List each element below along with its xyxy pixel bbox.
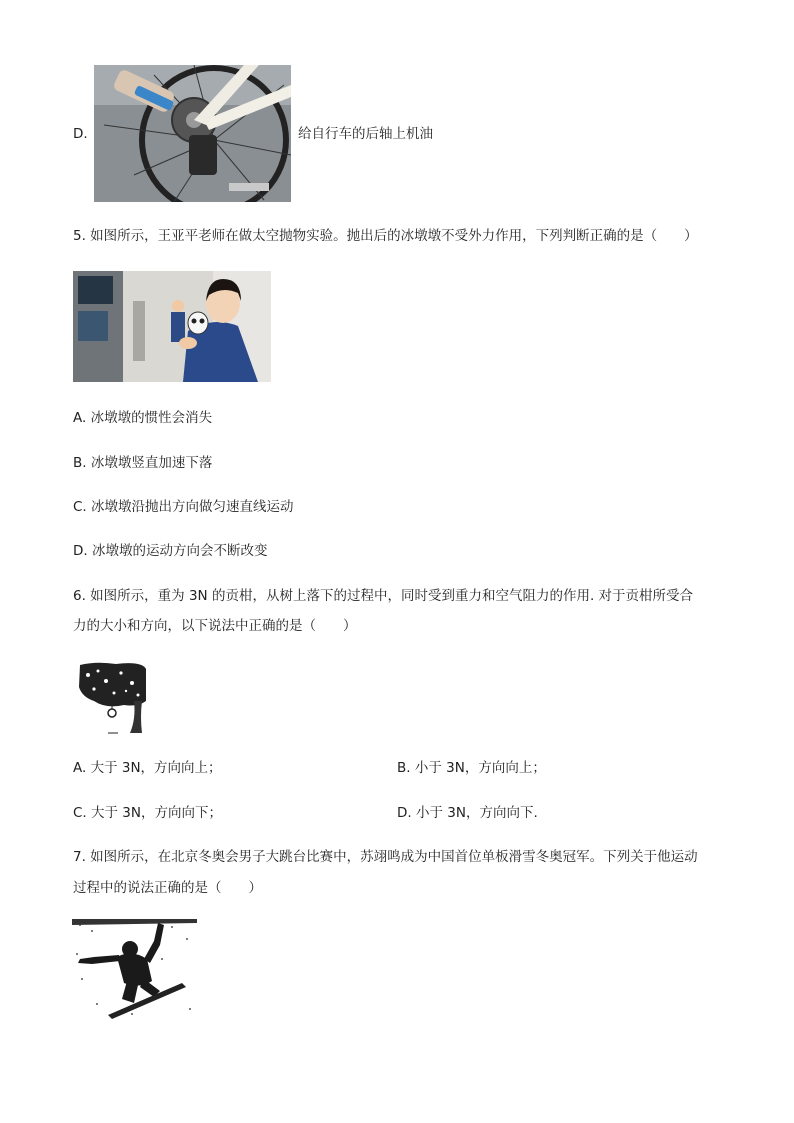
question-6-stem-line1: 6. 如图所示，重为 3N 的贡柑，从树上落下的过程中，同时受到重力和空气阻力的作用. 对于贡柑所受合 xyxy=(73,588,694,604)
option-d-label: D. xyxy=(73,126,88,142)
orange-tree-image xyxy=(76,661,147,736)
question-6-option-a: A. 大于 3N，方向向上； xyxy=(73,760,222,776)
question-6-option-c: C. 大于 3N，方向向下； xyxy=(73,805,222,821)
question-6-option-b: B. 小于 3N，方向向上； xyxy=(397,760,546,776)
question-6-stem-line2: 力的大小和方向，以下说法中正确的是（ ） xyxy=(73,618,357,634)
question-5-option-a: A. 冰墩墩的惯性会消失 xyxy=(73,410,213,426)
snowboarder-image xyxy=(72,919,197,1020)
question-5-option-d: D. 冰墩墩的运动方向会不断改变 xyxy=(73,543,268,559)
bicycle-oiling-image xyxy=(94,65,291,202)
question-5-option-c: C. 冰墩墩沿抛出方向做匀速直线运动 xyxy=(73,499,294,515)
question-7-stem-line2: 过程中的说法正确的是（ ） xyxy=(73,880,262,896)
question-5-stem: 5. 如图所示，王亚平老师在做太空抛物实验。抛出后的冰墩墩不受外力作用，下列判断正确的是（ ） xyxy=(73,228,698,244)
question-5-option-b: B. 冰墩墩竖直加速下落 xyxy=(73,455,213,471)
space-station-image xyxy=(73,271,271,382)
question-6-option-d: D. 小于 3N，方向向下. xyxy=(397,805,538,821)
question-7-stem-line1: 7. 如图所示，在北京冬奥会男子大跳台比赛中，苏翊鸣成为中国首位单板滑雪冬奥冠军。下列关于他运动 xyxy=(73,849,698,865)
option-d-text: 给自行车的后轴上机油 xyxy=(298,126,433,142)
